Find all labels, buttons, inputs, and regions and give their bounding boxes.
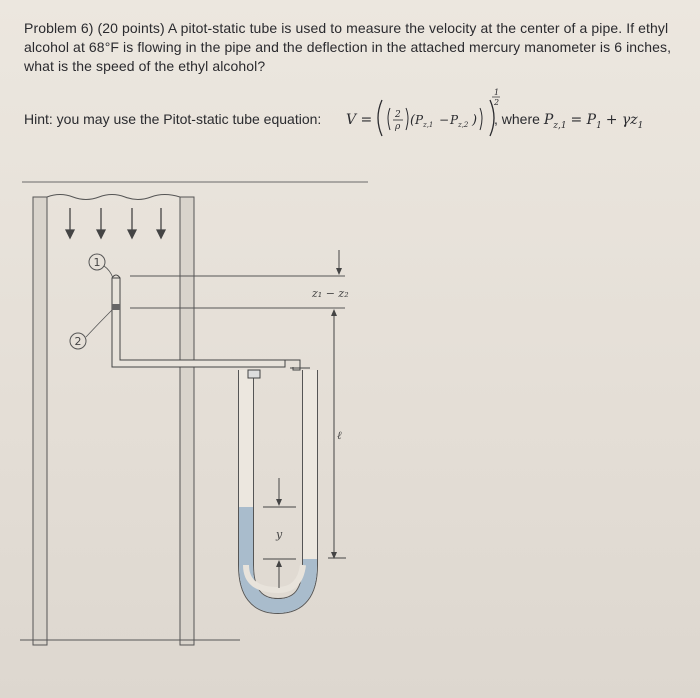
minus-sign: − [439, 113, 450, 127]
left-leg-connector [248, 370, 260, 378]
where-tail-sub: 1 [637, 120, 644, 131]
y-arrow-up [276, 560, 282, 567]
pipe-top-wave [47, 195, 180, 200]
p2-symbol: P [450, 113, 459, 127]
hint-label: Hint: you may use the Pitot-static tube equation: [24, 111, 322, 127]
pitot-tube-diagram [0, 170, 700, 698]
where-tail: + γz [605, 112, 638, 128]
frac-paren-right [406, 108, 408, 130]
p1-subscript: z,1 [423, 121, 434, 129]
svg-text:(: ( [410, 113, 416, 128]
p1-symbol: P [415, 113, 424, 127]
flow-arrowhead-4 [157, 230, 165, 238]
point-1-marker [89, 254, 113, 278]
where-lhs-sub: z,1 [553, 120, 567, 131]
hint-block [24, 84, 694, 144]
p2-subscript: z,2 [458, 121, 469, 129]
exponent-numerator: 1 [494, 88, 500, 97]
frac-denominator: ρ [395, 122, 401, 132]
where-rhs: = P [570, 112, 597, 128]
flow-arrowhead-1 [66, 230, 74, 238]
problem-line-1: Problem 6) (20 points) A pitot-static tube is used to measure the velocity at the center of a pipe. If ethyl [24, 20, 669, 36]
frac-numerator: 2 [395, 110, 401, 120]
pipe-wall-right [180, 197, 194, 645]
frac-paren-left [388, 108, 390, 130]
problem-line-2: alcohol at 68°F is flowing in the pipe and the deflection in the attached mercury manometer is 6 inches, [24, 39, 672, 55]
outer-paren-left [378, 100, 382, 136]
point-2-marker [70, 310, 112, 349]
dz-label: z₁ − z₂ [312, 287, 349, 300]
pitot-probe-body [112, 278, 285, 367]
inner-paren-right [480, 108, 482, 130]
eq-lhs: V = [346, 112, 373, 128]
exponent-denominator: 2 [494, 98, 500, 107]
flow-arrowhead-2 [97, 230, 105, 238]
problem-line-3: what is the speed of the ethyl alcohol? [24, 58, 266, 74]
where-clause [494, 111, 643, 131]
svg-text:): ) [472, 113, 478, 128]
point-1-label: 1 [93, 256, 101, 269]
flow-arrowhead-3 [128, 230, 136, 238]
problem-statement [24, 19, 692, 76]
length-label: ℓ [337, 429, 342, 442]
flow-arrows [66, 208, 165, 238]
point-2-label: 2 [74, 335, 82, 348]
dz-arrow [336, 268, 342, 275]
pitot-equation [344, 84, 504, 144]
where-lhs: P [543, 112, 554, 128]
pipe-wall-left [33, 197, 47, 645]
where-rhs-sub: 1 [596, 120, 602, 131]
y-arrow-down [276, 499, 282, 506]
static-port-mark [112, 304, 120, 310]
y-label: y [276, 528, 283, 541]
where-text: , where [494, 111, 540, 127]
